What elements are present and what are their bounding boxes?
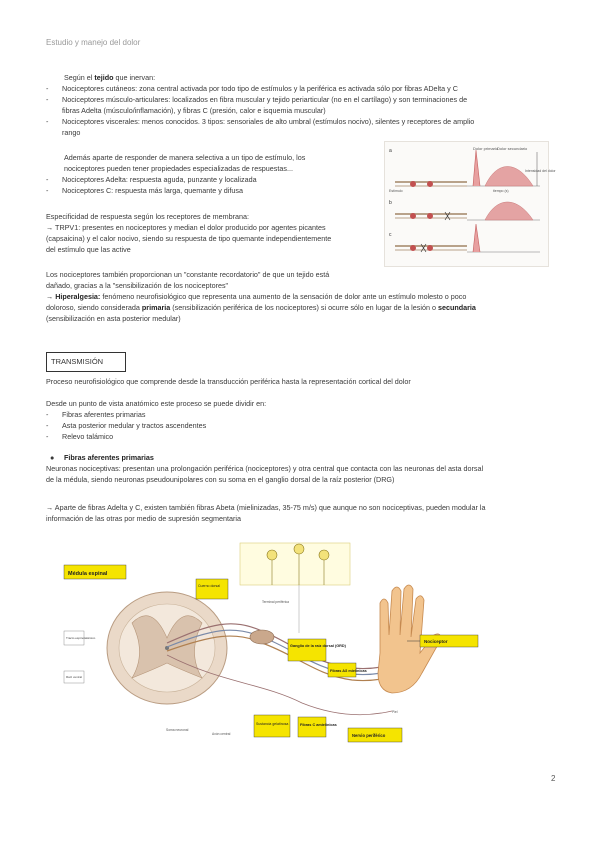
label-sustancia: Sustancia gelatinosa	[256, 722, 289, 726]
label-nociceptor: Nociceptor	[424, 639, 448, 644]
label-nervio: Nervio periférico	[352, 733, 386, 738]
svg-text:b: b	[389, 200, 392, 206]
dash: -	[46, 410, 49, 419]
p3-line-4: del estímulo que las active	[46, 245, 131, 254]
list3-item-3: Relevo talámico	[62, 432, 114, 441]
label-cuerno: Cuerno dorsal	[198, 584, 220, 588]
svg-text:a: a	[389, 148, 392, 154]
secundaria-term: secundaria	[437, 303, 476, 312]
list2-item-2: Nociceptores C: respuesta más larga, quemante y difusa	[62, 186, 243, 195]
label-ad-mielin: Fibras Aδ mielínicas	[330, 669, 367, 673]
dash: -	[46, 432, 49, 441]
p3-line-2: → TRPV1: presentes en nociceptores y median el dolor producido por agentes picantes	[46, 223, 326, 232]
p9-line-1: → Aparte de fibras Adelta y C, existen también fibras Abeta (mielinizadas, 35-75 m/s) que aunque no son nociceptivas, pueden modular la	[46, 503, 486, 512]
label-medula: Médula espinal	[68, 571, 108, 577]
intro-bold: tejido	[94, 73, 114, 82]
intro-line	[64, 73, 155, 83]
p3-line-1: Especificidad de respuesta según los receptores de membrana:	[46, 212, 249, 221]
label-raiz-ventral: Raíz ventral	[66, 675, 83, 679]
p8-line-1: Neuronas nociceptivas: presentan una prolongación periférica (nociceptores) y otra central que contacta con las neuronas del asta dorsal	[46, 464, 484, 473]
p9-line-2: información de las otras por medio de supresión segmentaria	[46, 514, 241, 523]
pain-response-graph	[385, 142, 556, 266]
hiperalgesia-term: Hiperalgesia:	[55, 292, 101, 301]
label-estimulo: Estímulo	[389, 189, 403, 193]
p4-line-1: Los nociceptores también proporcionan un "constante recordatorio" de que un tejido está	[46, 270, 330, 279]
p5-text: doloroso, siendo considerada	[46, 303, 142, 312]
list1-item-1: Nociceptores cutáneos: zona central activada por todo tipo de estímulos y la periférica es activada sólo por fibras ADelta y C	[62, 84, 458, 93]
list1-item-2-cont: fibras Adelta (músculo/inflamación), y fibras C (presión, calor e isquemia muscular)	[62, 106, 326, 115]
list3-item-2: Asta posterior medular y tractos ascendentes	[62, 421, 207, 430]
list3-item-1: Fibras aferentes primarias	[62, 410, 146, 419]
svg-text:c: c	[389, 232, 392, 238]
dash: -	[46, 175, 49, 184]
label-ganglio: Ganglio de la raíz dorsal (GRD)	[290, 644, 346, 648]
dash: -	[46, 421, 49, 430]
afferent-fibers-diagram	[62, 543, 480, 758]
dash: -	[46, 117, 49, 126]
p8-line-2: de la médula, siendo neuronas pseudounipolares con su soma en el ganglio dorsal de la raíz posterior (DRG)	[46, 475, 395, 484]
document-header: Estudio y manejo del dolor	[46, 38, 141, 47]
p7: Desde un punto de vista anatómico este proceso se puede dividir en:	[46, 399, 267, 408]
pain-response-figure	[384, 141, 556, 267]
dash: -	[46, 95, 49, 104]
afferent-fibers-figure	[62, 543, 480, 758]
list1-item-3-cont: rango	[62, 128, 81, 137]
bullet-dot: ●	[50, 453, 55, 462]
page-number: 2	[551, 774, 556, 783]
primaria-term: primaria	[141, 303, 171, 312]
p5-line-3: (sensibilización en asta posterior medular)	[46, 314, 181, 323]
label-primario: Dolor primario	[473, 146, 499, 151]
label-terminal: Terminal periférica	[262, 600, 289, 604]
p6: Proceso neurofisiológico que comprende desde la transducción periférica hasta la representación cortical del dolor	[46, 377, 411, 386]
p5-line-1	[46, 292, 466, 302]
label-tiempo: tiempo (s)	[493, 189, 509, 193]
p2-line-1: Además aparte de responder de manera selectiva a un tipo de estímulo, los	[64, 153, 306, 162]
label-axon: Axón central	[212, 732, 231, 736]
p5-text: fenómeno neurofisiológico que representa una aumento de la sensación de dolor ante un estímulo molesto o poco	[100, 292, 467, 301]
dash: -	[46, 186, 49, 195]
list1-item-3: Nociceptores viscerales: menos conocidos. 3 tipos: sensoriales de alto umbral (estímulos nocivo), silentes y receptores de amplio	[62, 117, 475, 126]
list1-item-2: Nociceptores músculo-articulares: localizados en fibra muscular y tejido periarticular (no en el cartílago) y son terminaciones de	[62, 95, 468, 104]
intro-text: Según el	[64, 73, 95, 82]
p5-text: (sensibilización periférica de los nociceptores) si ocurre sólo en lugar de la lesión o	[170, 303, 438, 312]
label-intensidad: Intensidad del dolor	[525, 169, 556, 173]
label-secundario: Dolor secundario	[497, 146, 528, 151]
bullet-heading: Fibras aferentes primarias	[64, 453, 154, 462]
intro-text-end: que inervan:	[113, 73, 156, 82]
label-tracto: Tracto espinotalámico	[66, 636, 96, 640]
label-c-amielin: Fibras C amielínicas	[300, 723, 337, 727]
label-piel: Piel	[392, 710, 398, 714]
dash: -	[46, 84, 49, 93]
list2-item-1: Nociceptores Adelta: respuesta aguda, punzante y localizada	[62, 175, 257, 184]
p2-line-2: nociceptores pueden tener propiedades especializadas de respuestas...	[64, 164, 293, 173]
label-soma: Soma neuronal	[166, 728, 189, 732]
arrow: →	[46, 292, 56, 301]
section-title-box: TRANSMISIÓN	[46, 352, 126, 372]
p4-line-2: dañado, gracias a la "sensibilización de los nociceptores"	[46, 281, 229, 290]
p5-line-2	[46, 303, 476, 313]
p3-line-3: (capsaicina) y el calor nocivo, siendo su respuesta de tipo quemante independientemente	[46, 234, 332, 243]
